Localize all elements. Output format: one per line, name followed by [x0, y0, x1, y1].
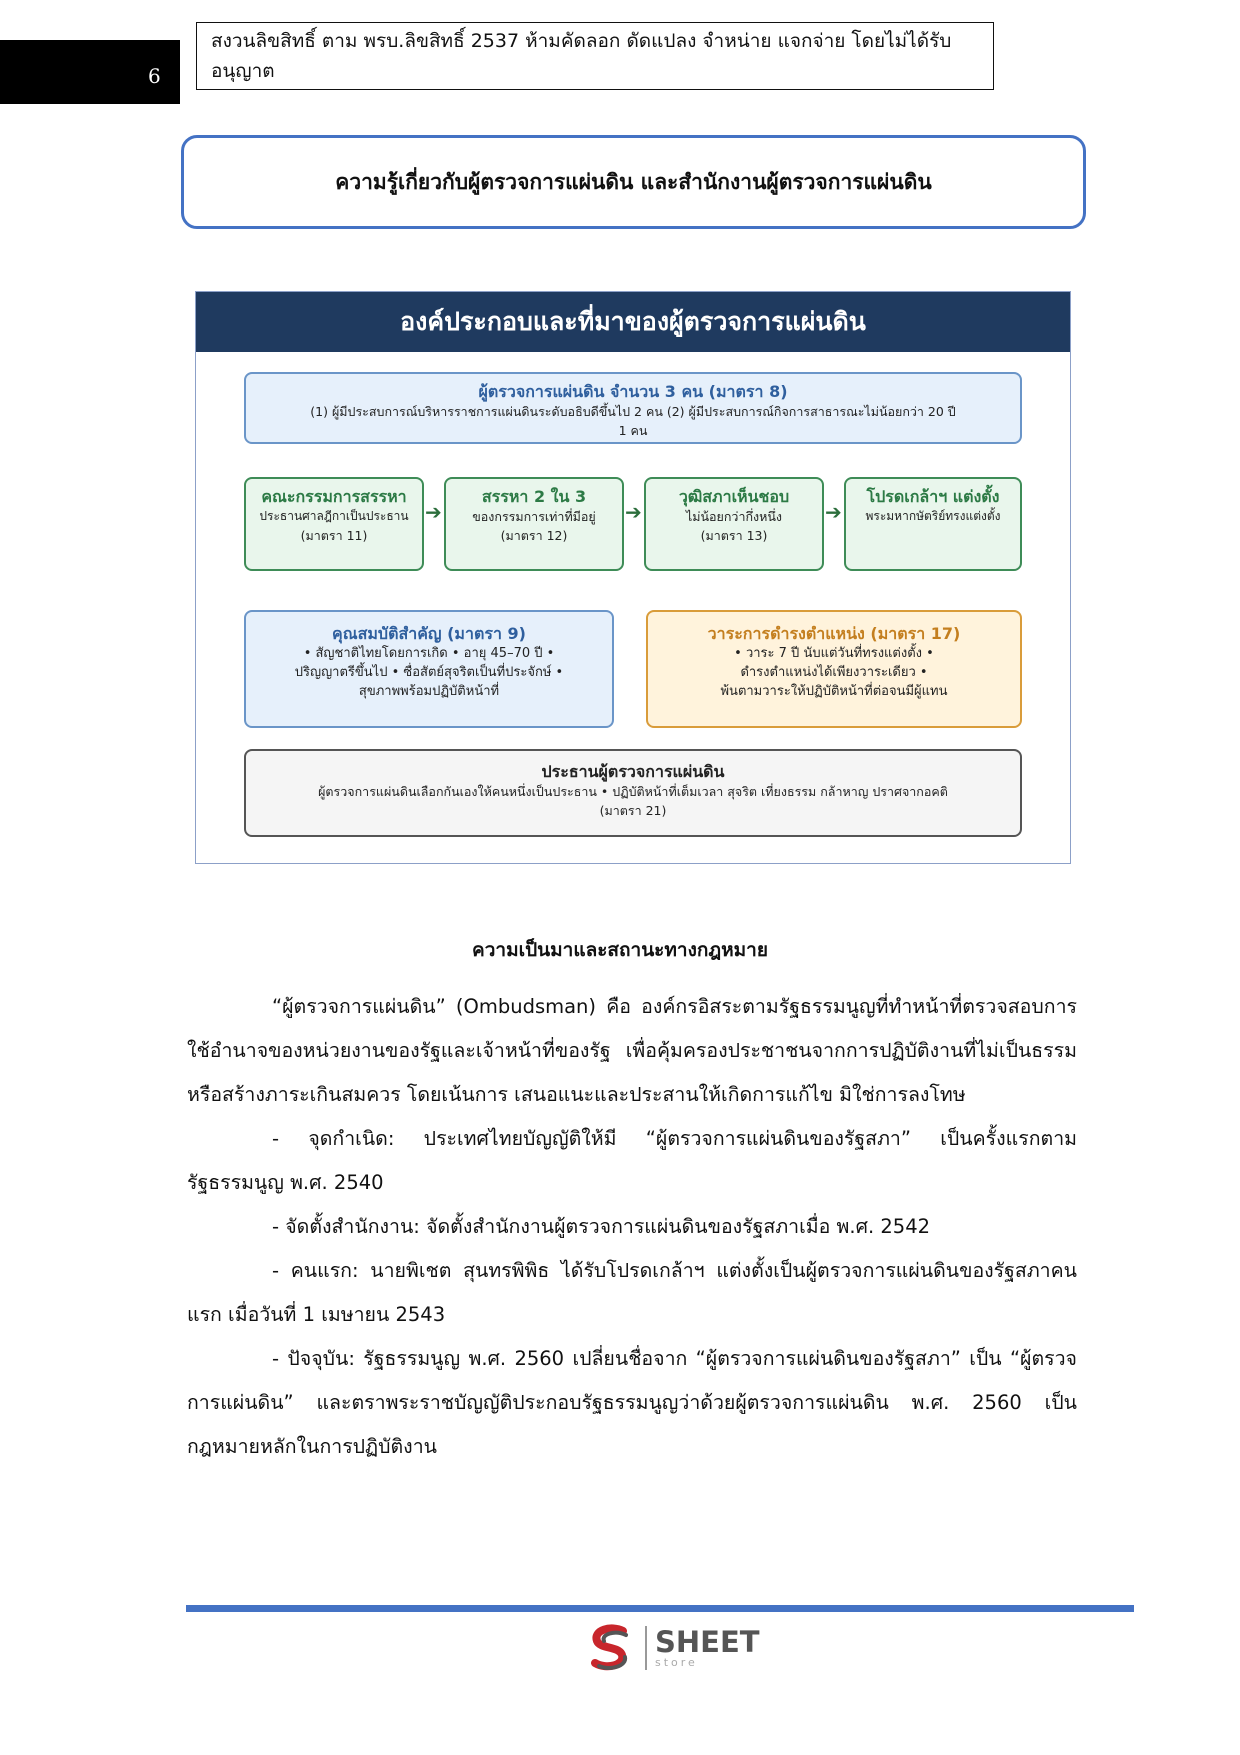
qualifications-line1: • สัญชาติไทยโดยการเกิด • อายุ 45–70 ปี •	[303, 646, 555, 661]
term-line2: ดำรงตำแหน่งได้เพียงวาระเดียว •	[740, 665, 928, 680]
qualifications-line2: ปริญญาตรีขึ้นไป • ซื่อสัตย์สุจริตเป็นที่ประจักษ์ •	[294, 665, 564, 680]
step-line2: (มาตรา 11)	[300, 528, 368, 543]
term-box	[646, 610, 1022, 728]
logo-separator	[645, 1626, 647, 1670]
step-line2: (มาตรา 12)	[500, 528, 568, 543]
step-selection-committee	[244, 477, 424, 571]
step-line1: พระมหากษัตริย์ทรงแต่งตั้ง	[865, 509, 1001, 523]
ombudsman-count-line2: 1 คน	[618, 423, 648, 438]
page-number: 6	[148, 64, 161, 88]
qualifications-box	[244, 610, 614, 728]
step-title: สรรหา 2 ใน 3	[481, 487, 587, 506]
section-title: ความเป็นมาและสถานะทางกฎหมาย	[472, 939, 768, 961]
arrow-right-icon: ➔	[425, 500, 442, 524]
president-box	[244, 749, 1022, 837]
composition-diagram	[195, 291, 1071, 864]
step-line1: ของกรรมการเท่าที่มีอยู่	[472, 509, 596, 524]
step-title: วุฒิสภาเห็นชอบ	[678, 487, 790, 506]
sheet-logo-icon	[585, 1622, 637, 1674]
sheet-store-logo	[585, 1622, 760, 1674]
step-title: โปรดเกล้าฯ แต่งตั้ง	[866, 487, 1000, 506]
term-title: วาระการดำรงตำแหน่ง (มาตรา 17)	[707, 624, 961, 643]
qualifications-line3: สุขภาพพร้อมปฏิบัติหน้าที่	[358, 684, 500, 699]
office-paragraph: - จัดตั้งสำนักงาน: จัดตั้งสำนักงานผู้ตรวจการแผ่นดินของรัฐสภาเมื่อ พ.ศ. 2542	[272, 1215, 931, 1238]
brand-sub: store	[655, 1656, 698, 1669]
origin-paragraph: - จุดกำเนิด: ประเทศไทยบัญญัติให้มี “ผู้ตรวจการแผ่นดินของรัฐสภา” เป็นครั้งแรกตามรัฐธรรมนูญ พ.ศ. 2540	[187, 1127, 1077, 1194]
president-line2: (มาตรา 21)	[599, 803, 667, 818]
diagram-header: องค์ประกอบและที่มาของผู้ตรวจการแผ่นดิน	[196, 292, 1070, 352]
step-royal-appointment	[844, 477, 1022, 571]
step-nomination	[444, 477, 624, 571]
president-line1: ผู้ตรวจการแผ่นดินเลือกกันเองให้คนหนึ่งเป็นประธาน • ปฏิบัติหน้าที่เต็มเวลา สุจริต เที่ยงธรรม กล้าหาญ ปราศจากอคติ	[318, 784, 948, 799]
first-ombudsman-paragraph: - คนแรก: นายพิเชต สุนทรพิพิธ ได้รับโปรดเกล้าฯ แต่งตั้งเป็นผู้ตรวจการแผ่นดินของรัฐสภาคนแรก เมื่อวันที่ 1 เมษายน 2543	[187, 1259, 1077, 1326]
ombudsman-count-box	[244, 372, 1022, 444]
intro-paragraph: “ผู้ตรวจการแผ่นดิน” (Ombudsman) คือ องค์กรอิสระตามรัฐธรรมนูญที่ทำหน้าที่ตรวจสอบการใช้อำนาจของหน่วยงานของรัฐและเจ้าหน้าที่ของรัฐ เพื่อคุ้มครองประชาชนจากการปฏิบัติงานที่ไม่เป็นธรรมหรือสร้างภาระเกินสมควร โดยเน้นการ เสนอแนะและประสานให้เกิดการแก้ไข มิใช่การลงโทษ	[187, 995, 1077, 1106]
term-line3: พ้นตามวาระให้ปฏิบัติหน้าที่ต่อจนมีผู้แทน	[720, 684, 948, 699]
page-title: ความรู้เกี่ยวกับผู้ตรวจการแผ่นดิน และสำนักงานผู้ตรวจการแผ่นดิน	[181, 135, 1086, 229]
president-title: ประธานผู้ตรวจการแผ่นดิน	[541, 762, 725, 781]
current-paragraph: - ปัจจุบัน: รัฐธรรมนูญ พ.ศ. 2560 เปลี่ยนชื่อจาก “ผู้ตรวจการแผ่นดินของรัฐสภา” เป็น “ผู้ตรวจการแผ่นดิน” และตราพระราชบัญญัติประกอบรัฐธรรมนูญว่าด้วยผู้ตรวจการแผ่นดิน พ.ศ. 2560 เป็นกฎหมายหลักในการปฏิบัติงาน	[187, 1347, 1077, 1458]
footer-divider	[186, 1605, 1134, 1612]
step-title: คณะกรรมการสรรหา	[261, 487, 407, 506]
step-line1: ประธานศาลฎีกาเป็นประธาน	[259, 509, 409, 523]
qualifications-title: คุณสมบัติสำคัญ (มาตรา 9)	[332, 624, 526, 643]
ombudsman-count-title: ผู้ตรวจการแผ่นดิน จำนวน 3 คน (มาตรา 8)	[478, 382, 788, 401]
brand-name: SHEET	[655, 1625, 760, 1659]
ombudsman-count-line1: (1) ผู้มีประสบการณ์บริหารราชการแผ่นดินระดับอธิบดีขึ้นไป 2 คน (2) ผู้มีประสบการณ์กิจการสาธารณะไม่น้อยกว่า 20 ปี	[310, 404, 956, 419]
copyright-notice: สงวนลิขสิทธิ์ ตาม พรบ.ลิขสิทธิ์ 2537 ห้ามคัดลอก ดัดแปลง จำหน่าย แจกจ่าย โดยไม่ได้รับอนุญาต	[196, 22, 994, 90]
step-senate-approval	[644, 477, 824, 571]
step-line2: (มาตรา 13)	[700, 528, 768, 543]
term-line1: • วาระ 7 ปี นับแต่วันที่ทรงแต่งตั้ง •	[734, 646, 934, 661]
arrow-right-icon: ➔	[825, 500, 842, 524]
arrow-right-icon: ➔	[625, 500, 642, 524]
step-line1: ไม่น้อยกว่ากึ่งหนึ่ง	[685, 509, 783, 524]
